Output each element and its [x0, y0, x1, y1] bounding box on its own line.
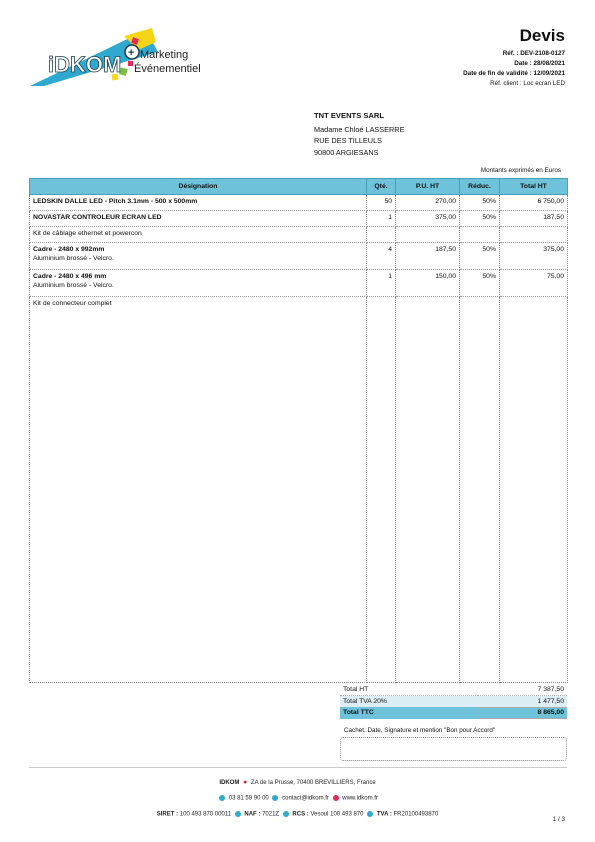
column-header-total: Total HT	[500, 179, 568, 195]
item-designation: Cadre - 2480 x 992mm	[33, 246, 105, 253]
web-icon	[333, 795, 339, 801]
item-designation: Cadre - 2480 x 496 mm	[33, 273, 107, 280]
item-unit-price: 187,50	[396, 243, 460, 270]
total-ht-value: 7 387,50	[478, 684, 567, 696]
siret-value: 100 493 870 00011	[179, 811, 232, 818]
client-reference: Réf. client : Loc ecran LED	[490, 80, 565, 87]
item-total: 6 750,00	[500, 195, 568, 211]
naf-value: 7021Z	[262, 811, 280, 818]
column-header-qty: Qté.	[367, 179, 396, 195]
item-description: Aluminium brossé - Velcro.	[33, 255, 114, 262]
quote-reference: Réf. : DEV-2108-0127	[502, 50, 565, 57]
svg-text:Événementiel: Événementiel	[134, 63, 201, 75]
item-total: 375,00	[500, 243, 568, 270]
item-total: 75,00	[500, 270, 568, 297]
client-name: TNT EVENTS SARL	[314, 111, 385, 120]
svg-text:iDKOM: iDKOM	[48, 52, 122, 77]
tva-label: TVA :	[376, 811, 392, 818]
client-street: RUE DES TILLEULS	[314, 136, 382, 145]
total-ttc-label: Total TTC	[340, 707, 478, 719]
document-title: Devis	[519, 26, 565, 45]
footer-divider	[29, 767, 567, 768]
currency-note: Montants exprimés en Euros	[480, 167, 561, 174]
item-qty: 50	[367, 195, 396, 211]
total-ttc-row	[340, 707, 567, 719]
client-contact: Madame Chloé LASSERRE	[314, 124, 405, 134]
item-qty: 1	[367, 270, 396, 297]
naf-label: NAF :	[244, 811, 261, 818]
svg-text:Marketing: Marketing	[140, 49, 189, 61]
item-discount: 50%	[460, 270, 500, 297]
location-pin-icon: ●	[243, 779, 248, 786]
item-description: Aluminium brossé - Velcro.	[33, 282, 114, 289]
table-row	[30, 195, 568, 211]
bullet-icon	[283, 811, 289, 817]
footer-website[interactable]: www.idkom.fr	[342, 795, 378, 802]
company-logo	[28, 28, 218, 88]
rcs-label: RCS :	[292, 811, 309, 818]
table-row	[30, 211, 568, 227]
table-row	[30, 227, 568, 243]
svg-text:+: +	[128, 47, 135, 59]
footer-company: IDKOM	[219, 780, 240, 786]
column-header-designation: Désignation	[30, 179, 367, 195]
bullet-icon	[367, 811, 373, 817]
signature-box[interactable]	[340, 737, 567, 761]
item-discount: 50%	[460, 195, 500, 211]
total-tva-value: 1 477,50	[478, 696, 567, 708]
total-tva-label: Total TVA 20%	[340, 696, 478, 708]
footer-address: ZA de la Prusse, 70400 BREVILLIERS, France	[250, 780, 376, 786]
item-designation: NOVASTAR CONTROLEUR ECRAN LED	[33, 214, 162, 221]
footer-phone: 03 81 59 90 00	[228, 795, 269, 802]
rcs-value: Vesoul 100 493 870	[310, 811, 364, 818]
column-header-unit-price: P.U. HT	[396, 179, 460, 195]
item-discount: 50%	[460, 211, 500, 227]
table-row	[30, 243, 568, 270]
item-unit-price: 375,00	[396, 211, 460, 227]
total-ht-label: Total HT	[340, 684, 478, 696]
table-row	[30, 270, 568, 297]
items-table	[29, 178, 568, 683]
item-description: Kit de câblage ethernet et powercon	[33, 230, 142, 237]
item-qty: 1	[367, 211, 396, 227]
table-row	[30, 297, 568, 683]
footer-contact-line	[0, 795, 595, 802]
item-designation: LEDSKIN DALLE LED - Pitch 3.1mm - 500 x 500mm	[33, 198, 198, 205]
signature-label: Cachet, Date, Signature et mention "Bon pour Accord"	[344, 727, 496, 734]
quote-date: Date : 28/08/2021	[514, 60, 565, 67]
tva-value: FR20100493870	[393, 811, 439, 818]
page-number: 1 / 3	[552, 816, 565, 823]
siret-label: SIRET :	[156, 811, 179, 818]
total-tva-row	[340, 696, 567, 708]
document-header	[463, 26, 565, 89]
email-icon	[272, 795, 278, 801]
total-ht-row	[340, 684, 567, 696]
column-header-discount: Réduc.	[460, 179, 500, 195]
item-unit-price: 150,00	[396, 270, 460, 297]
bullet-icon	[235, 811, 241, 817]
item-unit-price: 270,00	[396, 195, 460, 211]
footer-legal-line	[0, 811, 595, 818]
phone-icon	[219, 795, 225, 801]
client-city: 90800 ARGIESANS	[314, 147, 379, 157]
item-total: 187,50	[500, 211, 568, 227]
footer-address-line	[0, 779, 595, 786]
client-address	[314, 110, 404, 158]
total-ttc-value: 8 865,00	[478, 707, 567, 719]
footer-email[interactable]: contact@idkom.fr	[282, 795, 329, 802]
item-qty: 4	[367, 243, 396, 270]
totals-table	[340, 684, 567, 719]
table-header-row	[30, 179, 568, 195]
item-discount: 50%	[460, 243, 500, 270]
quote-validity-date: Date de fin de validité : 12/09/2021	[463, 70, 565, 77]
item-description: Kit de connecteur complet	[33, 300, 112, 307]
